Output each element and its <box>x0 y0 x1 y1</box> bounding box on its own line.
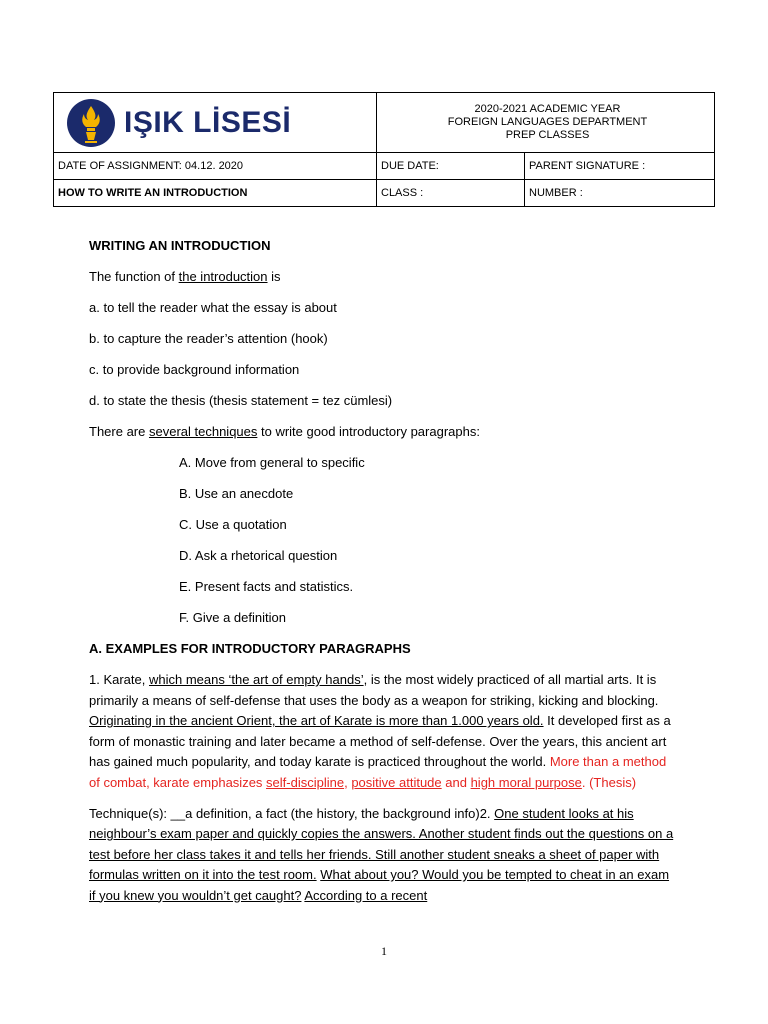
ex1-b: which means ‘the art of empty hands’ <box>148 672 364 687</box>
ex1-e: It developed first as a form of monastic training and later became a method of self-defense. Over the years, this ancient art has gained much popularity, and today karate is practiced throughout the world. <box>89 713 671 769</box>
function-line <box>89 267 679 288</box>
section-title: WRITING AN INTRODUCTION <box>89 238 271 253</box>
school-name-logo: IŞIK LİSESİ <box>124 105 292 139</box>
technique-item: D. Ask a rhetorical question <box>179 548 338 563</box>
function-item: d. to state the thesis (thesis statement = tez cümlesi) <box>89 393 393 408</box>
technique-item: B. Use an anecdote <box>179 486 294 501</box>
year-cell <box>377 93 715 153</box>
techniques-post: to write good introductory paragraphs: <box>257 424 480 439</box>
school-logo-icon <box>66 98 116 148</box>
document-body <box>89 236 679 906</box>
ex2-d: What about you? Would you be tempted to cheat in an exam if you knew you wouldn’t get caught? <box>89 867 670 903</box>
technique-item: A. Move from general to specific <box>179 455 365 470</box>
ex1-l: . (Thesis) <box>581 774 637 790</box>
ex1-a: 1. Karate, <box>89 672 149 687</box>
department: FOREIGN LANGUAGES DEPARTMENT <box>447 116 648 128</box>
ex1-k: high moral purpose <box>470 774 582 790</box>
function-post: is <box>267 269 281 284</box>
function-item: c. to provide background information <box>89 362 300 377</box>
ex1-c: , is the most widely practiced of all martial arts. It is primarily a means of self-defense that uses the body as a weapon for striking, kicking and blocking. <box>89 672 659 708</box>
technique-item: E. Present facts and statistics. <box>179 579 354 594</box>
logo-cell <box>54 93 377 153</box>
ex1-j: and <box>441 774 471 790</box>
ex1-d: Originating in the ancient Orient, the art of Karate is more than 1.000 years old. <box>89 713 544 728</box>
technique-item: F. Give a definition <box>179 610 286 625</box>
date-of-assignment: DATE OF ASSIGNMENT: 04.12. 2020 <box>54 153 377 180</box>
techniques-line <box>89 422 679 443</box>
parent-signature: PARENT SIGNATURE : <box>525 153 715 180</box>
prep-classes: PREP CLASSES <box>505 129 590 141</box>
ex1-f: More than a method of combat, karate emphasizes <box>89 754 667 790</box>
academic-year: 2020-2021 ACADEMIC YEAR <box>474 103 621 115</box>
topic: HOW TO WRITE AN INTRODUCTION <box>54 180 377 207</box>
header-table <box>53 92 715 207</box>
function-item: a. to tell the reader what the essay is about <box>89 300 337 315</box>
function-item: b. to capture the reader’s attention (hook) <box>89 331 328 346</box>
ex2-a: Technique(s): __a definition, a fact (the history, the background info)2. <box>89 805 495 821</box>
due-date: DUE DATE: <box>377 153 525 180</box>
ex1-g: self-discipline <box>266 774 345 790</box>
ex2-b: One student looks at his neighbour’s exam paper and quickly copies the answers. Another student finds out the questions on a test before her class takes it and tells her friends. Still another student sneaks a sheet of paper with formulas written on it into the test room. <box>89 805 674 882</box>
techniques-underlined: several techniques <box>148 424 258 439</box>
example-2-paragraph <box>89 804 679 907</box>
example-1-paragraph <box>89 670 679 793</box>
number-field: NUMBER : <box>525 180 715 207</box>
ex2-f: According to a recent <box>304 887 428 903</box>
class-field: CLASS : <box>377 180 525 207</box>
page-number: 1 <box>381 944 387 958</box>
techniques-pre: There are <box>89 424 149 439</box>
ex1-h: , <box>344 774 352 790</box>
function-pre: The function of <box>89 269 179 284</box>
technique-item: C. Use a quotation <box>179 517 287 532</box>
ex1-i: positive attitude <box>351 774 442 790</box>
examples-heading: A. EXAMPLES FOR INTRODUCTORY PARAGRAPHS <box>89 641 411 656</box>
function-underlined: the introduction <box>178 269 268 284</box>
